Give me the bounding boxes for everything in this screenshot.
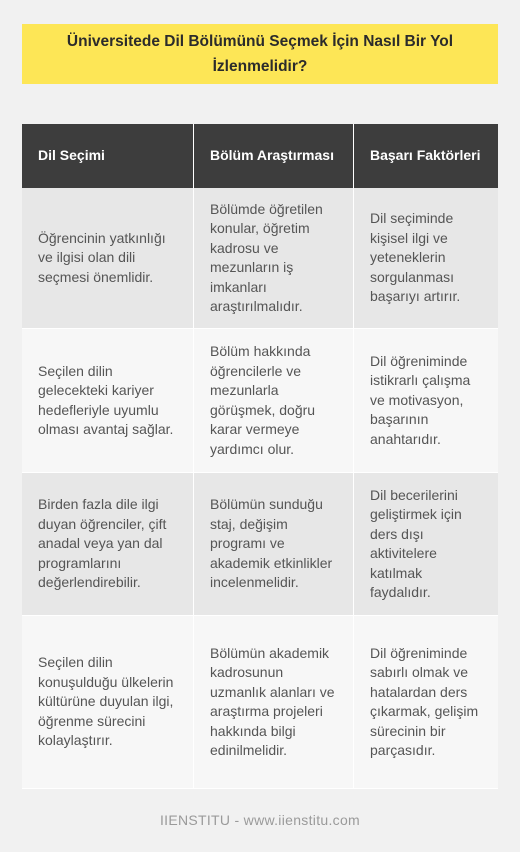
table-cell: Birden fazla dile ilgi duyan öğrenciler, çift anadal veya yan dal programlarını değerlendirebilir. <box>22 473 194 616</box>
table-cell: Dil öğreniminde sabırlı olmak ve hatalardan ders çıkarmak, gelişim sürecinin bir parçasıdır. <box>354 616 498 789</box>
column-header-department-research: Bölüm Araştırması <box>194 124 354 188</box>
table-row <box>22 188 498 329</box>
table-cell: Seçilen dilin konuşulduğu ülkelerin kültürüne duyulan ilgi, öğrenme sürecini kolaylaştırır. <box>22 616 194 789</box>
table-row <box>22 473 498 616</box>
footer-credit: IIENSTITU - www.iienstitu.com <box>159 812 361 828</box>
page-title-banner <box>22 24 498 84</box>
table-header-row <box>22 124 498 188</box>
table-cell: Dil becerilerini geliştirmek için ders dışı aktivitelere katılmak faydalıdır. <box>354 473 498 616</box>
table-cell: Bölümün sunduğu staj, değişim programı ve akademik etkinlikler incelenmelidir. <box>194 473 354 616</box>
column-header-language-choice: Dil Seçimi <box>22 124 194 188</box>
table-cell: Dil seçiminde kişisel ilgi ve yeteneklerin sorgulanması başarıyı artırır. <box>354 188 498 329</box>
table-cell: Dil öğreniminde istikrarlı çalışma ve motivasyon, başarının anahtarıdır. <box>354 329 498 473</box>
table-cell: Öğrencinin yatkınlığı ve ilgisi olan dili seçmesi önemlidir. <box>22 188 194 329</box>
table-cell: Bölüm hakkında öğrencilerle ve mezunlarla görüşmek, doğru karar vermeye yardımcı olur. <box>194 329 354 473</box>
table-cell: Bölümün akademik kadrosunun uzmanlık alanları ve araştırma projeleri hakkında bilgi edinilmelidir. <box>194 616 354 789</box>
page-title: Üniversitede Dil Bölümünü Seçmek İçin Nasıl Bir Yol İzlenmelidir? <box>66 33 454 75</box>
table-row <box>22 616 498 789</box>
column-header-success-factors: Başarı Faktörleri <box>354 124 498 188</box>
table-cell: Seçilen dilin gelecekteki kariyer hedefleriyle uyumlu olması avantaj sağlar. <box>22 329 194 473</box>
table-cell: Bölümde öğretilen konular, öğretim kadrosu ve mezunların iş imkanları araştırılmalıdır. <box>194 188 354 329</box>
table-row <box>22 329 498 473</box>
comparison-table <box>22 124 498 789</box>
